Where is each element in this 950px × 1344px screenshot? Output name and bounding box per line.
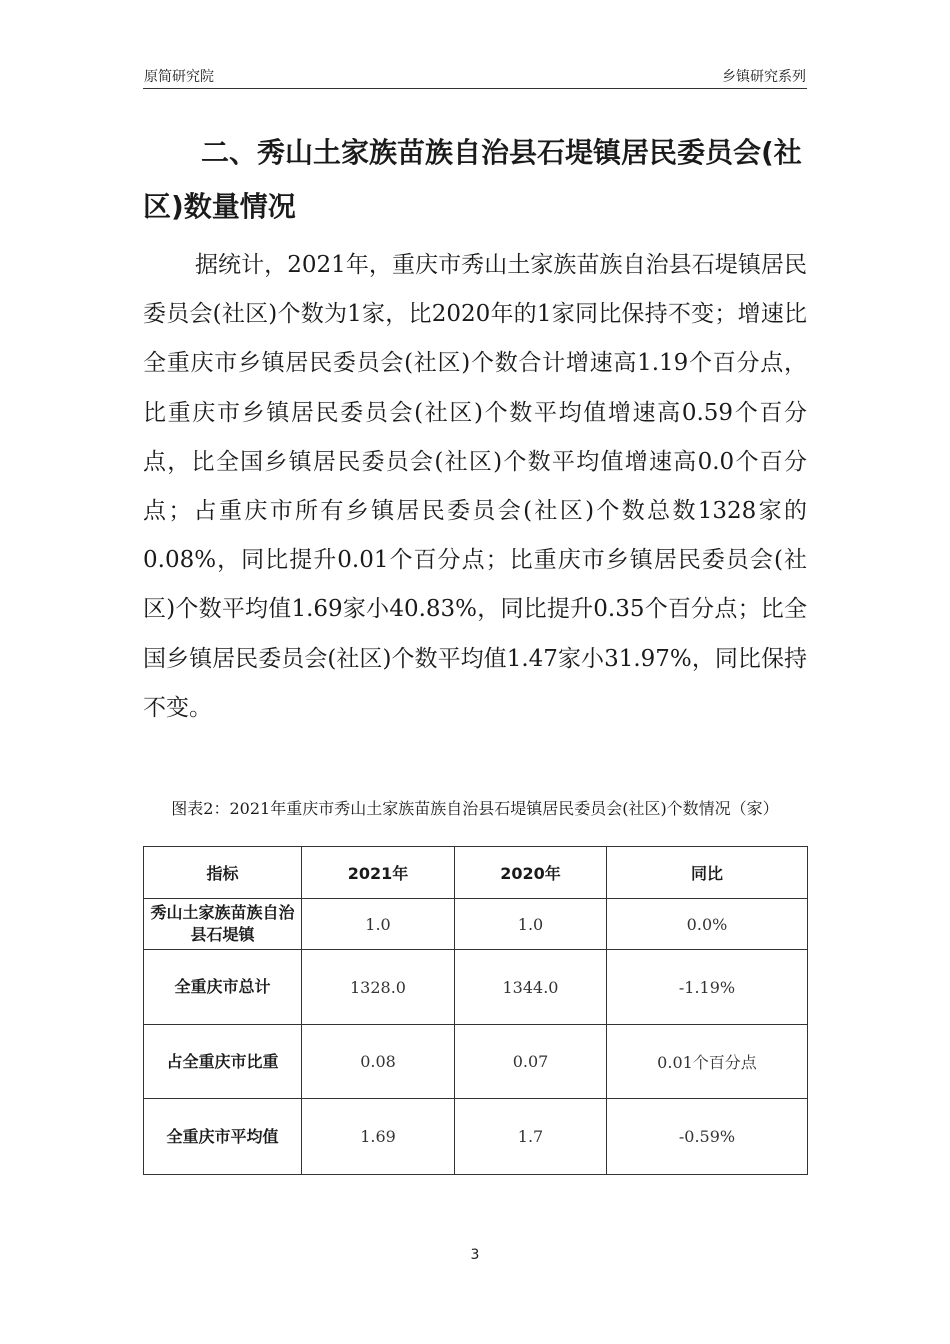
table-row: [144, 1099, 808, 1175]
col-header-2021: 2021年: [302, 847, 455, 899]
cell-2020: 1344.0: [455, 950, 607, 1025]
cell-2020: 1.7: [455, 1099, 607, 1175]
cell-2021: 1.69: [302, 1099, 455, 1175]
table-row: [144, 1025, 808, 1099]
table-row: [144, 950, 808, 1025]
table-header-row: [144, 847, 808, 899]
table-row: [144, 899, 808, 950]
col-header-indicator: 指标: [144, 847, 302, 899]
page-number: 3: [470, 1247, 480, 1263]
body-paragraph: 据统计，2021年，重庆市秀山土家族苗族自治县石堤镇居民委员会(社区)个数为1家，比2020年的1家同比保持不变；增速比全重庆市乡镇居民委员会(社区)个数合计增速高1.19个百分点，比重庆市乡镇居民委员会(社区)个数平均值增速高0.59个百分点，比全国乡镇居民委员会(社区)个数平均值增速高0.0个百分点；占重庆市所有乡镇居民委员会(社区)个数总数1328家的0.08%，同比提升0.01个百分点；比重庆市乡镇居民委员会(社区)个数平均值1.69家小40.83%，同比提升0.35个百分点；比全国乡镇居民委员会(社区)个数平均值1.47家小31.97%，同比保持不变。: [143, 252, 807, 721]
cell-yoy: 0.0%: [607, 899, 808, 950]
header-publisher: 原简研究院: [144, 69, 214, 85]
row-label: 全重庆市总计: [144, 950, 302, 1025]
table-caption: 图表2：2021年重庆市秀山土家族苗族自治县石堤镇居民委员会(社区)个数情况（家）: [171, 799, 779, 818]
data-table: [143, 846, 808, 1175]
col-header-2020: 2020年: [455, 847, 607, 899]
cell-yoy: -0.59%: [607, 1099, 808, 1175]
cell-2020: 0.07: [455, 1025, 607, 1099]
cell-yoy: -1.19%: [607, 950, 808, 1025]
row-label: 占全重庆市比重: [144, 1025, 302, 1099]
header-series: 乡镇研究系列: [722, 69, 806, 85]
col-header-yoy: 同比: [607, 847, 808, 899]
page-header: [143, 62, 807, 89]
cell-2021: 1.0: [302, 899, 455, 950]
row-label: 秀山土家族苗族自治县石堤镇: [144, 899, 302, 950]
row-label: 全重庆市平均值: [144, 1099, 302, 1175]
cell-yoy: 0.01个百分点: [607, 1025, 808, 1099]
cell-2021: 0.08: [302, 1025, 455, 1099]
section-heading: 二、秀山土家族苗族自治县石堤镇居民委员会(社区)数量情况: [143, 136, 802, 223]
cell-2021: 1328.0: [302, 950, 455, 1025]
cell-2020: 1.0: [455, 899, 607, 950]
